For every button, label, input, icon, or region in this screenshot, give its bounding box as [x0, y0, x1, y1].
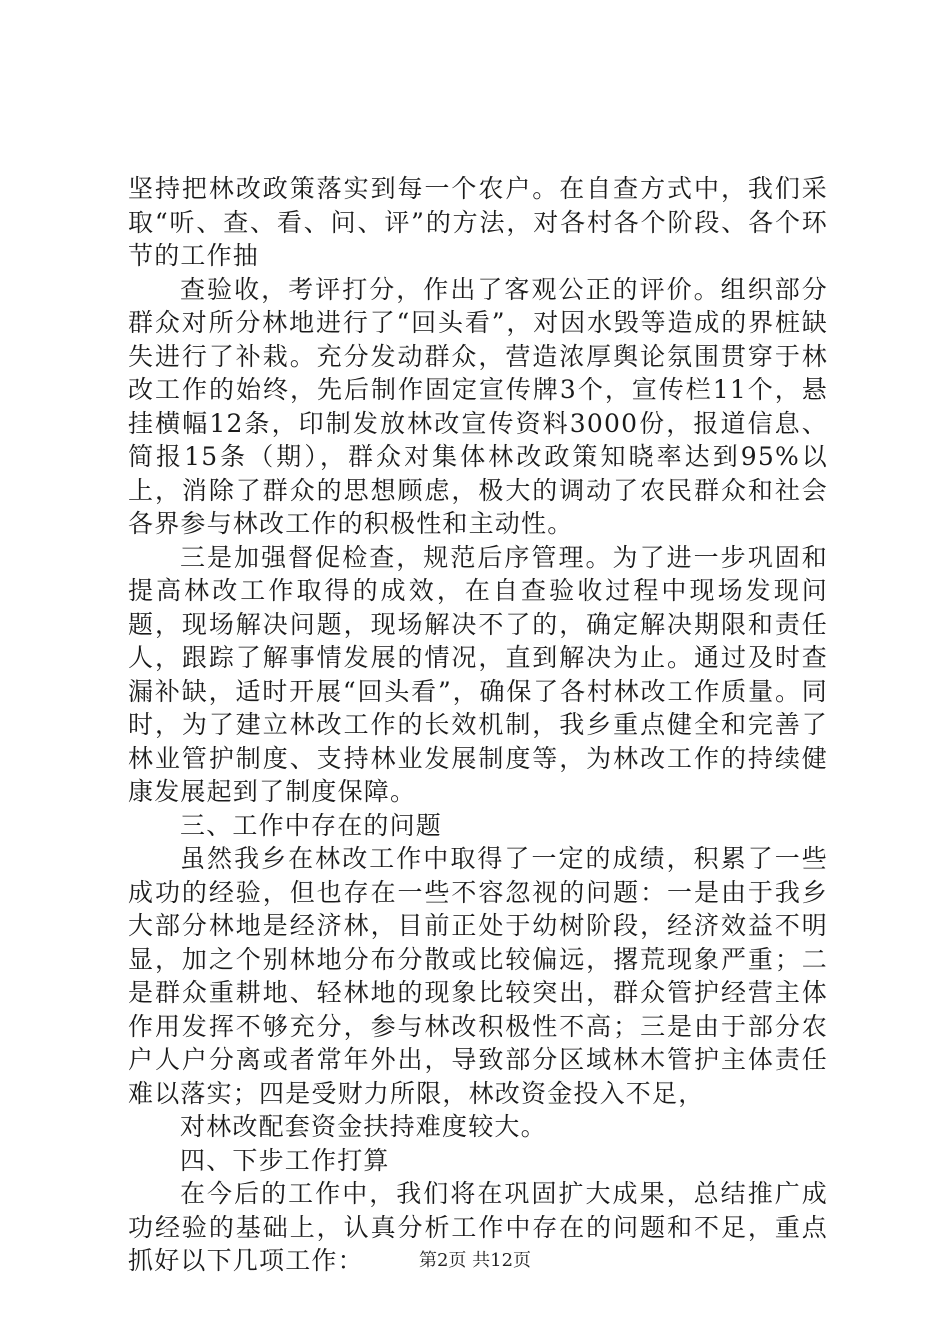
paragraph-inspection: 查验收，考评打分，作出了客观公正的评价。组织部分群众对所分林地进行了“回头看”，对因水毁等造成的界桩缺失进行了补栽。充分发动群众，营造浓厚舆论氛围贯穿于林改工作的始终，先后制作固定宣传牌3个，宣传栏11个，悬挂横幅12条，印制发放林改宣传资料3000份，报道信息、简报15条（期），群众对集体林改政策知晓率达到95%以上，消除了群众的思想顾虑，极大的调动了农民群众和社会各界参与林改工作的积极性和主动性。: [128, 274, 828, 538]
paragraph-funding: 对林改配套资金扶持难度较大。: [180, 1112, 547, 1141]
page-number-footer: 第2页 共12页: [418, 1250, 532, 1271]
document-body: [128, 172, 828, 1278]
section-heading-next-steps: 四、下步工作打算: [180, 1145, 390, 1175]
paragraph-continuation: 坚持把林改政策落实到每一个农户。在自查方式中，我们采取“听、查、看、问、评”的方法，对各村各个阶段、各个环节的工作抽: [128, 174, 828, 270]
paragraph-next-steps: 在今后的工作中，我们将在巩固扩大成果，总结推广成功经验的基础上，认真分析工作中存在的问题和不足，重点抓好以下几项工作：: [128, 1179, 828, 1275]
paragraph-supervision: 三是加强督促检查，规范后序管理。为了进一步巩固和提高林改工作取得的成效，在自查验收过程中现场发现问题，现场解决问题，现场解决不了的，确定解决期限和责任人，跟踪了解事情发展的情况，直到解决为止。通过及时查漏补缺，适时开展“回头看”，确保了各村林改工作质量。同时，为了建立林改工作的长效机制，我乡重点健全和完善了林业管护制度、支持林业发展制度等，为林改工作的持续健康发展起到了制度保障。: [128, 542, 828, 806]
paragraph-problems: 虽然我乡在林改工作中取得了一定的成绩，积累了一些成功的经验，但也存在一些不容忽视的问题：一是由于我乡大部分林地是经济林，目前正处于幼树阶段，经济效益不明显，加之个别林地分布分散或比较偏远，撂荒现象严重；二是群众重耕地、轻林地的现象比较突出，群众管护经营主体作用发挥不够充分，参与林改积极性不高；三是由于部分农户人户分离或者常年外出，导致部分区域林木管护主体责任难以落实；四是受财力所限，林改资金投入不足，: [128, 844, 828, 1108]
section-heading-problems: 三、工作中存在的问题: [180, 810, 443, 840]
